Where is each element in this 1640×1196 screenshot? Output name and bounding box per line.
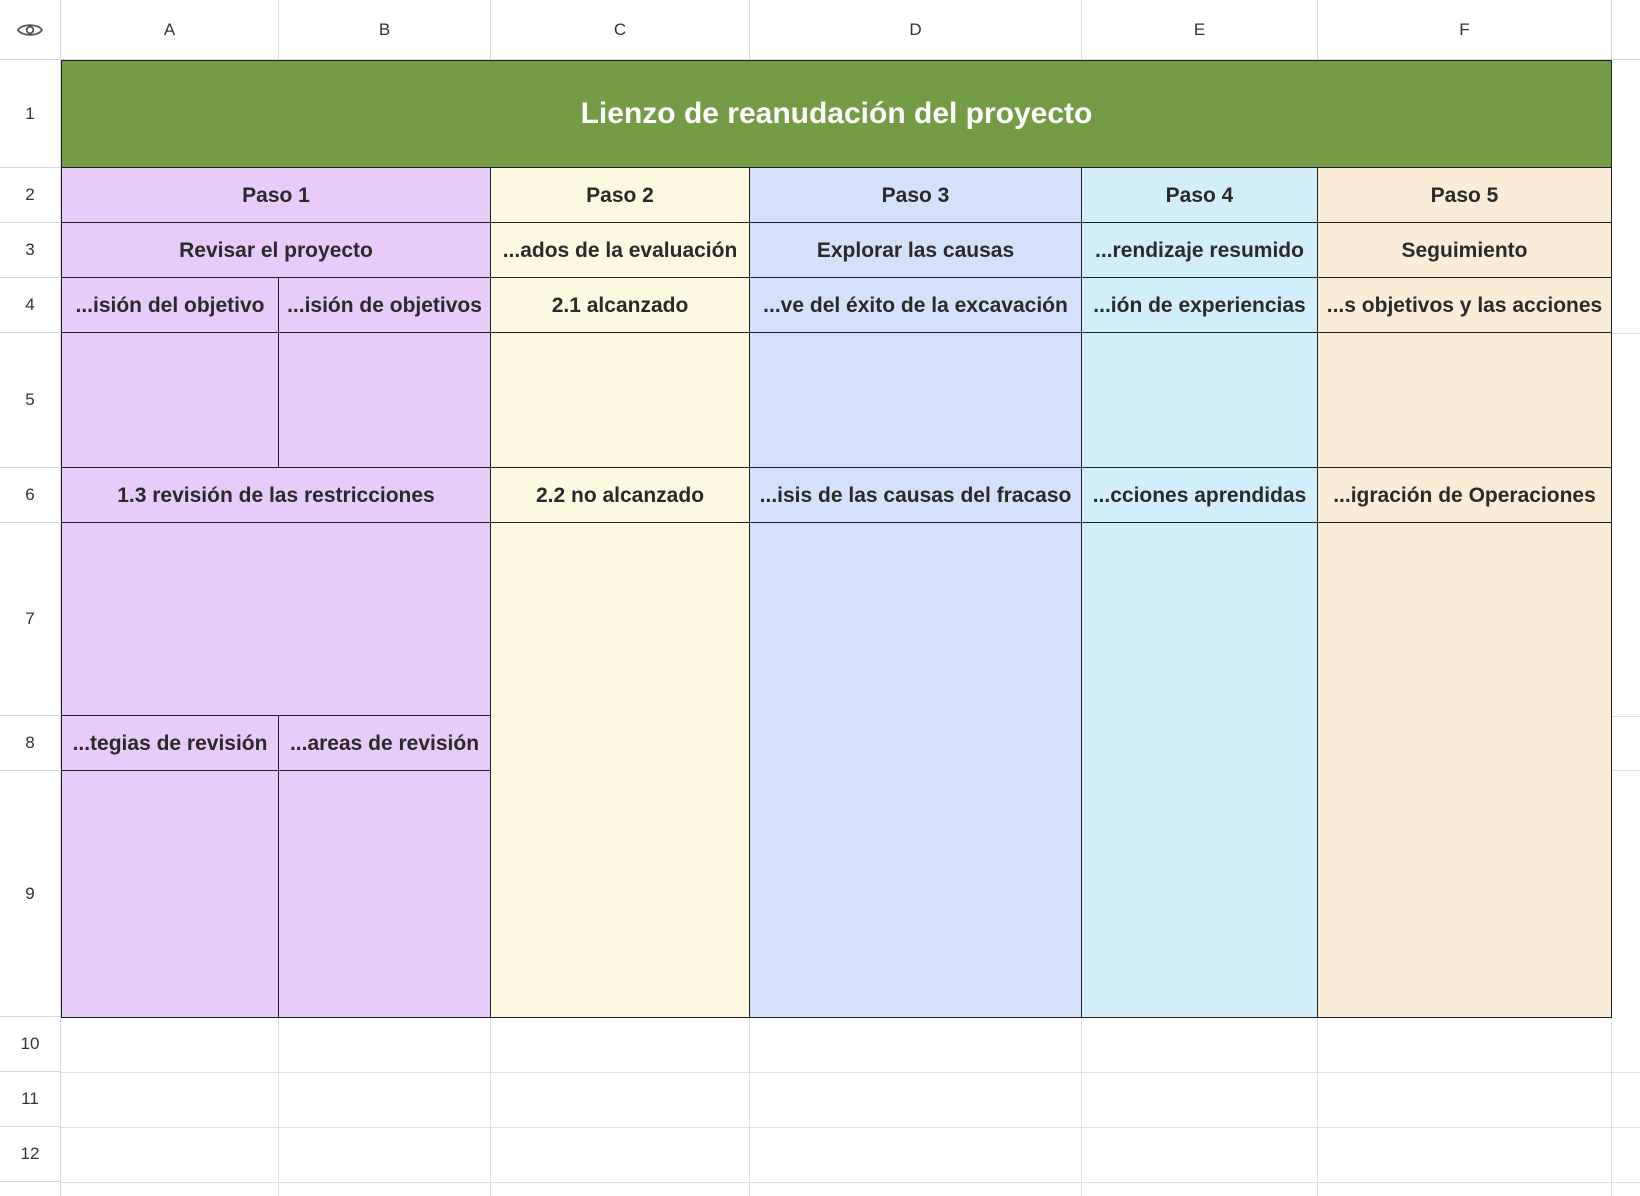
step-2-subtitle-cell[interactable]	[490, 222, 750, 279]
cell-d6-text: ...isis de las causas del fracaso	[759, 483, 1072, 507]
row-header-5[interactable]: 5	[0, 333, 61, 468]
cell-d7-9[interactable]	[749, 522, 1082, 1018]
cell-f5[interactable]	[1317, 332, 1612, 469]
cell-e6[interactable]	[1081, 467, 1318, 524]
step-3-subtitle-cell[interactable]	[749, 222, 1082, 279]
cell-a4-text: ...isión del objetivo	[75, 293, 265, 317]
row-header-1[interactable]: 1	[0, 60, 61, 168]
cell-b4[interactable]	[278, 277, 491, 334]
row-header-2[interactable]: 2	[0, 168, 61, 223]
step-5-header[interactable]	[1317, 167, 1612, 224]
row-header-6[interactable]: 6	[0, 468, 61, 523]
step-2-label: Paso 2	[586, 183, 654, 207]
cell-c4[interactable]	[490, 277, 750, 334]
grid-line	[61, 1072, 1640, 1073]
canvas-title-text: Lienzo de reanudación del proyecto	[580, 97, 1093, 130]
cell-c4-text: 2.1 alcanzado	[551, 293, 689, 317]
step-4-subtitle: ...rendizaje resumido	[1095, 238, 1304, 262]
step-2-subtitle: ...ados de la evaluación	[502, 238, 738, 262]
row-header-11[interactable]: 11	[0, 1072, 61, 1127]
cell-c6-text: 2.2 no alcanzado	[535, 483, 705, 507]
cell-f6-text: ...igración de Operaciones	[1333, 483, 1596, 507]
step-4-subtitle-cell[interactable]	[1081, 222, 1318, 279]
cell-ab6-text: 1.3 revisión de las restricciones	[117, 483, 435, 507]
row-header-10[interactable]: 10	[0, 1017, 61, 1072]
cell-d6[interactable]	[749, 467, 1082, 524]
column-header-f[interactable]: F	[1318, 0, 1612, 60]
cell-d5[interactable]	[749, 332, 1082, 469]
cell-b8-text: ...areas de revisión	[289, 731, 480, 755]
cell-e6-text: ...cciones aprendidas	[1092, 483, 1307, 507]
cell-e5[interactable]	[1081, 332, 1318, 469]
cell-d4-text: ...ve del éxito de la excavación	[763, 293, 1068, 317]
cell-a4[interactable]	[61, 277, 279, 334]
row-header-9[interactable]: 9	[0, 771, 61, 1017]
cell-a5[interactable]	[61, 332, 279, 469]
row-header-7[interactable]: 7	[0, 523, 61, 716]
canvas-title[interactable]	[61, 60, 1612, 168]
column-header-c[interactable]: C	[491, 0, 750, 60]
step-3-header[interactable]	[749, 167, 1082, 224]
cell-b8[interactable]	[278, 715, 491, 772]
column-header-e[interactable]: E	[1082, 0, 1318, 60]
cell-f4[interactable]	[1317, 277, 1612, 334]
cell-c5[interactable]	[490, 332, 750, 469]
cell-e4-text: ...ión de experiencias	[1093, 293, 1306, 317]
cell-c7-9[interactable]	[490, 522, 750, 1018]
cell-d4[interactable]	[749, 277, 1082, 334]
cell-f7-9[interactable]	[1317, 522, 1612, 1018]
cell-a8[interactable]	[61, 715, 279, 772]
row-header-3[interactable]: 3	[0, 223, 61, 278]
row-header-8[interactable]: 8	[0, 716, 61, 771]
column-header-b[interactable]: B	[279, 0, 491, 60]
step-1-header[interactable]	[61, 167, 491, 224]
cell-f6[interactable]	[1317, 467, 1612, 524]
cell-b4-text: ...isión de objetivos	[287, 293, 482, 317]
step-4-header[interactable]	[1081, 167, 1318, 224]
step-1-label: Paso 1	[242, 183, 310, 207]
cell-b5[interactable]	[278, 332, 491, 469]
cell-ab7[interactable]	[61, 522, 491, 717]
row-header-12[interactable]: 12	[0, 1127, 61, 1182]
eye-icon	[17, 22, 43, 38]
step-5-subtitle-cell[interactable]	[1317, 222, 1612, 279]
column-header-d[interactable]: D	[750, 0, 1082, 60]
cell-a8-text: ...tegias de revisión	[72, 731, 268, 755]
cell-ab6[interactable]	[61, 467, 491, 524]
step-4-label: Paso 4	[1165, 183, 1234, 207]
step-1-subtitle-cell[interactable]	[61, 222, 491, 279]
cell-c6[interactable]	[490, 467, 750, 524]
grid-line	[61, 1127, 1640, 1128]
cell-e7-9[interactable]	[1081, 522, 1318, 1018]
column-header-overflow	[1612, 0, 1640, 60]
cell-b9[interactable]	[278, 770, 491, 1018]
step-2-header[interactable]	[490, 167, 750, 224]
row-header-4[interactable]: 4	[0, 278, 61, 333]
step-3-label: Paso 3	[881, 183, 950, 207]
grid-line	[61, 1182, 1640, 1183]
visibility-toggle[interactable]	[0, 0, 61, 60]
step-3-subtitle: Explorar las causas	[816, 238, 1015, 262]
cell-e4[interactable]	[1081, 277, 1318, 334]
step-1-subtitle: Revisar el proyecto	[179, 238, 373, 262]
cell-f4-text: ...s objetivos y las acciones	[1326, 293, 1603, 317]
step-5-label: Paso 5	[1430, 183, 1499, 207]
row-header-overflow	[0, 1182, 61, 1196]
column-header-a[interactable]: A	[61, 0, 279, 60]
cell-a9[interactable]	[61, 770, 279, 1018]
step-5-subtitle: Seguimiento	[1401, 238, 1528, 262]
